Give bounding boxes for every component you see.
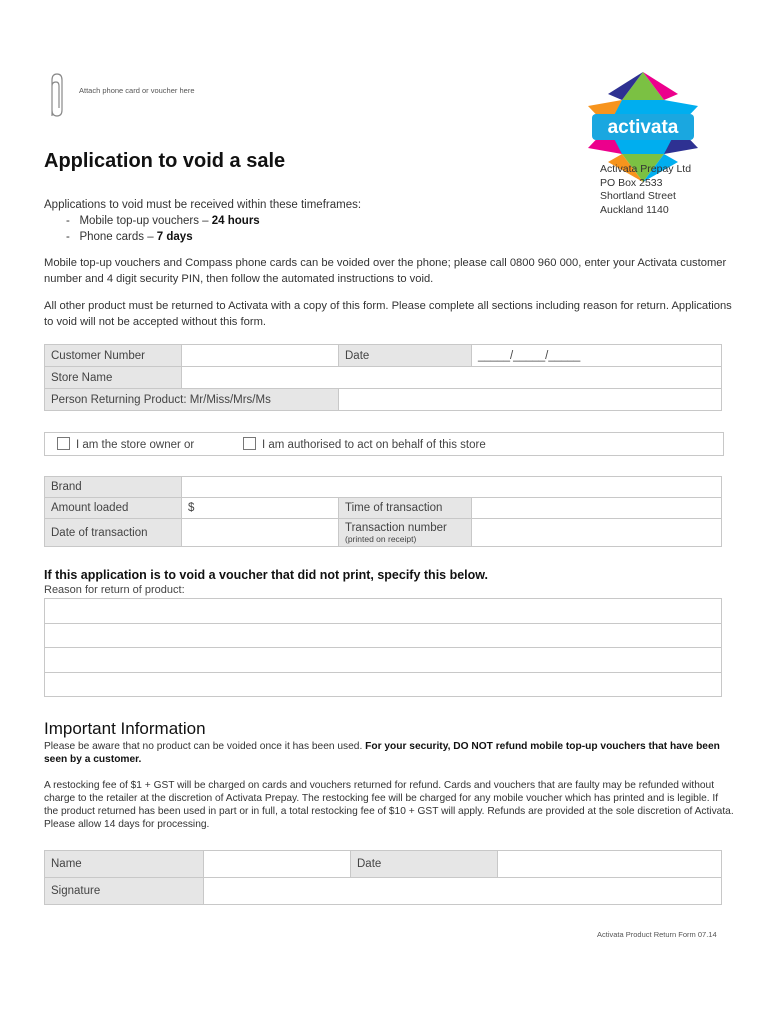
list-item — [44, 213, 361, 229]
attach-note: Attach phone card or voucher here — [79, 86, 195, 95]
phone-void-paragraph: Mobile top-up vouchers and Compass phone cards can be voided over the phone; please call 0800 960 000, enter your Activata customer number and 4 digit security PIN, then follow the automated instructions to void. — [44, 257, 727, 285]
date-of-transaction-field[interactable] — [182, 519, 339, 547]
list-item-value: 24 hours — [211, 215, 260, 227]
transaction-number-field[interactable] — [472, 519, 722, 547]
return-paragraph: All other product must be returned to Activata with a copy of this form. Please complete all sections including reason for return. Applications to void will not be accepted without this form. — [44, 300, 732, 328]
void-heading: If this application is to void a voucher that did not print, specify this below. — [44, 568, 489, 582]
date-field[interactable]: _____/_____/_____ — [472, 345, 722, 367]
owner-label: I am the store owner or — [76, 439, 195, 451]
authorised-label: I am authorised to act on behalf of this store — [262, 439, 486, 451]
reason-field[interactable] — [44, 598, 722, 697]
form-footer: Activata Product Return Form 07.14 — [597, 930, 717, 939]
company-address — [600, 163, 691, 217]
reason-label: Reason for return of product: — [44, 584, 185, 596]
list-dash: - — [66, 215, 70, 227]
transaction-number-label — [339, 519, 472, 547]
signature-table — [44, 850, 722, 905]
address-line: Shortland Street — [600, 190, 676, 202]
signature-field[interactable] — [204, 878, 722, 905]
owner-checkbox[interactable] — [57, 437, 70, 450]
time-label: Time of transaction — [339, 498, 472, 519]
list-dash: - — [66, 231, 70, 243]
owner-option[interactable] — [57, 437, 194, 451]
date-label: Date — [339, 345, 472, 367]
reason-line[interactable] — [44, 598, 722, 624]
signature-date-label: Date — [351, 851, 498, 878]
address-line: PO Box 2533 — [600, 176, 663, 189]
important-paragraph-1 — [44, 740, 734, 766]
address-line: Auckland 1140 — [600, 203, 669, 216]
person-returning-field[interactable] — [339, 389, 722, 411]
list-item-label: Phone cards – — [79, 231, 157, 243]
authorised-option[interactable] — [243, 437, 486, 451]
authority-checkbox-row — [44, 432, 724, 456]
time-field[interactable] — [472, 498, 722, 519]
transaction-number-text: Transaction number — [345, 521, 447, 534]
store-name-field[interactable] — [182, 367, 722, 389]
brand-field[interactable] — [182, 477, 722, 498]
name-field[interactable] — [204, 851, 351, 878]
customer-number-field[interactable] — [182, 345, 339, 367]
signature-label: Signature — [45, 878, 204, 905]
reason-line[interactable] — [44, 673, 722, 698]
authorised-checkbox[interactable] — [243, 437, 256, 450]
important-warning: For your security, DO NOT refund mobile top-up vouchers that have been seen by a customer. — [44, 741, 720, 765]
important-heading: Important Information — [44, 719, 206, 738]
customer-number-label: Customer Number — [45, 345, 182, 367]
list-item — [44, 229, 361, 245]
list-item-value: 7 days — [156, 231, 193, 243]
restocking-paragraph: A restocking fee of $1 + GST will be charged on cards and vouchers returned for refund. Cards and vouchers that are faulty may be refunded without charge to the retailer at the discretion of Activata Prepay. The restocking fee will be charged for any mobile voucher which has printed and is legible. If the product returned has been used in part or in full, a total restocking fee of $10 + GST will apply. Refunds are provided at the sole discretion of Activata. Please allow 14 days for processing. — [44, 780, 734, 830]
page-title: Application to void a sale — [44, 150, 286, 172]
amount-label: Amount loaded — [45, 498, 182, 519]
list-item-label: Mobile top-up vouchers – — [79, 215, 212, 227]
store-name-label: Store Name — [45, 367, 182, 389]
brand-label: Brand — [45, 477, 182, 498]
signature-date-field[interactable] — [498, 851, 722, 878]
address-line: Activata Prepay Ltd — [600, 163, 692, 175]
reason-line[interactable] — [44, 624, 722, 649]
intro-text: Applications to void must be received within these timeframes: — [44, 199, 362, 211]
person-returning-label: Person Returning Product: Mr/Miss/Mrs/Ms — [45, 389, 339, 411]
important-text: Please be aware that no product can be voided once it has been used. — [44, 741, 366, 752]
amount-field[interactable]: $ — [182, 498, 339, 519]
product-table — [44, 476, 722, 547]
name-label: Name — [45, 851, 204, 878]
reason-line[interactable] — [44, 648, 722, 673]
customer-table — [44, 344, 722, 411]
date-of-transaction-label: Date of transaction — [45, 519, 182, 547]
transaction-number-note: (printed on receipt) — [345, 533, 417, 544]
timeframes-intro — [44, 197, 361, 245]
paperclip-icon — [44, 72, 68, 120]
logo-text: activata — [607, 117, 679, 138]
